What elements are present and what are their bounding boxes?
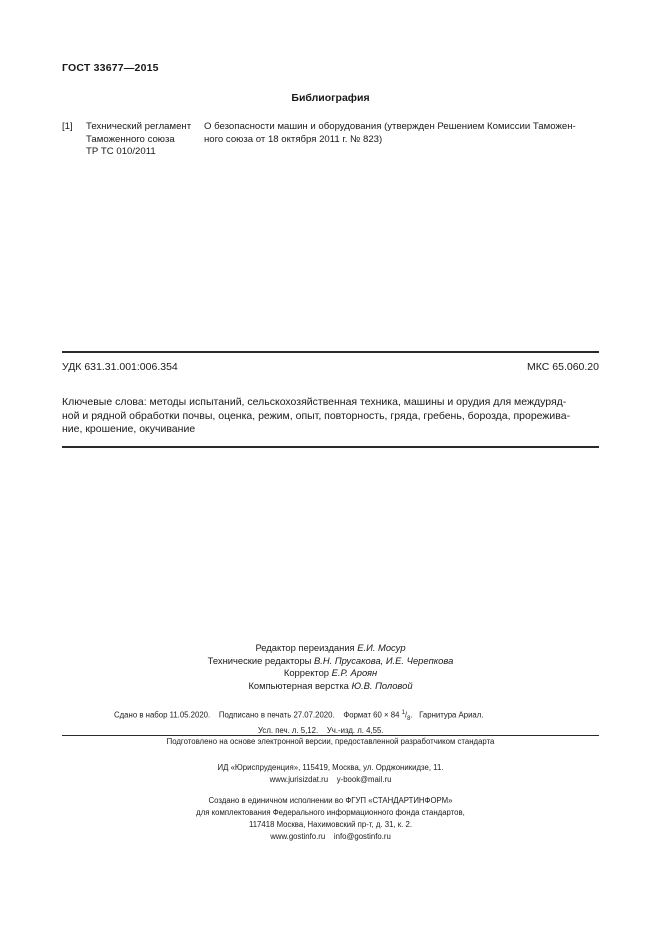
credit-name: Ю.В. Половой xyxy=(351,679,413,691)
prepared-note: Подготовлено на основе электронной версии, предоставленной разработчиком стандарта xyxy=(166,737,495,746)
source-line: Технический регламент xyxy=(86,121,192,132)
standard-code: ГОСТ 33677—2015 xyxy=(62,62,159,74)
credit-name: Е.Р. Ароян xyxy=(331,667,378,678)
typeface: Гарнитура Ариал. xyxy=(419,710,484,720)
mks-code: МКС 65.060.20 xyxy=(527,361,599,373)
printer-contacts: www.gostinfo.ru info@gostinfo.ru xyxy=(270,831,391,841)
publisher-line: ИД «Юриспруденция», 115419, Москва, ул. Орджоникидзе, 11. xyxy=(217,763,444,772)
credits-block xyxy=(0,642,661,692)
divider xyxy=(62,351,599,353)
credit-label: Редактор переиздания xyxy=(255,642,355,653)
credit-name: Е.И. Мосур xyxy=(357,642,406,653)
divider xyxy=(62,735,599,736)
keywords-block xyxy=(62,396,599,437)
credit-label: Технические редакторы xyxy=(207,654,312,666)
keywords-line: ной и рядной обработки почвы, оценка, режим, опыт, повторность, гряда, гребень, борозда, прорежива- xyxy=(62,409,571,422)
source-line: ТР ТС 010/2011 xyxy=(86,146,156,157)
credit-label: Корректор xyxy=(283,667,330,678)
credit-name: В.Н. Прусакова, И.Е. Черепкова xyxy=(314,654,454,666)
printer-address: 117418 Москва, Нахимовский пр-т, д. 31, к. 2. xyxy=(248,820,413,829)
text-line: О безопасности машин и оборудования (утвержден Решением Комиссии Таможен- xyxy=(204,121,576,132)
credit-layout xyxy=(0,680,661,693)
printer-block xyxy=(0,795,661,818)
divider xyxy=(62,446,599,448)
print-info xyxy=(114,708,594,736)
print-sheets: Усл. печ. л. 5,12. xyxy=(258,726,319,736)
keywords-line: Ключевые слова: методы испытаний, сельскохозяйственная техника, машины и орудия для междуряд- xyxy=(62,396,567,408)
bibliography-entry-source xyxy=(86,121,204,159)
credit-label: Компьютерная верстка xyxy=(248,679,349,691)
publisher-contacts: www.jurisizdat.ru y-book@mail.ru xyxy=(269,774,392,784)
printer-address-block xyxy=(0,819,661,842)
format-denominator: 8 xyxy=(407,716,411,723)
publisher-block xyxy=(0,762,661,785)
publication-sheets: Уч.-изд. л. 4,55. xyxy=(326,726,384,736)
typeset-date: Сдано в набор 11.05.2020. xyxy=(114,710,211,720)
text-line: ного союза от 18 октября 2011 г. № 823) xyxy=(204,133,383,145)
bibliography-entry-number: [1] xyxy=(62,121,73,132)
credit-corrector xyxy=(0,667,661,680)
source-line: Таможенного союза xyxy=(86,133,175,145)
printer-line: Создано в единичном исполнении во ФГУП «СТАНДАРТИНФОРМ» xyxy=(208,796,453,805)
format-numerator: 1 xyxy=(401,710,405,716)
udk-code: УДК 631.31.001:006.354 xyxy=(62,361,178,373)
bibliography-entry-text xyxy=(204,121,604,146)
print-info-row: Сдано в набор 11.05.2020. Подписано в печать 27.07.2020. Формат 60 × 84 $^1/_8$. Гарнитура Ариал. xyxy=(114,710,484,723)
credit-tech-editors xyxy=(0,655,661,668)
credit-editor xyxy=(0,642,661,655)
bibliography-title: Библиография xyxy=(291,92,370,104)
keywords-line: ние, крошение, окучивание xyxy=(62,423,196,435)
printer-line: для комплектования Федерального информационного фонда стандартов, xyxy=(196,807,465,817)
signed-date: Подписано в печать 27.07.2020. xyxy=(218,710,335,720)
format: Формат 60 × 84 xyxy=(343,710,400,720)
